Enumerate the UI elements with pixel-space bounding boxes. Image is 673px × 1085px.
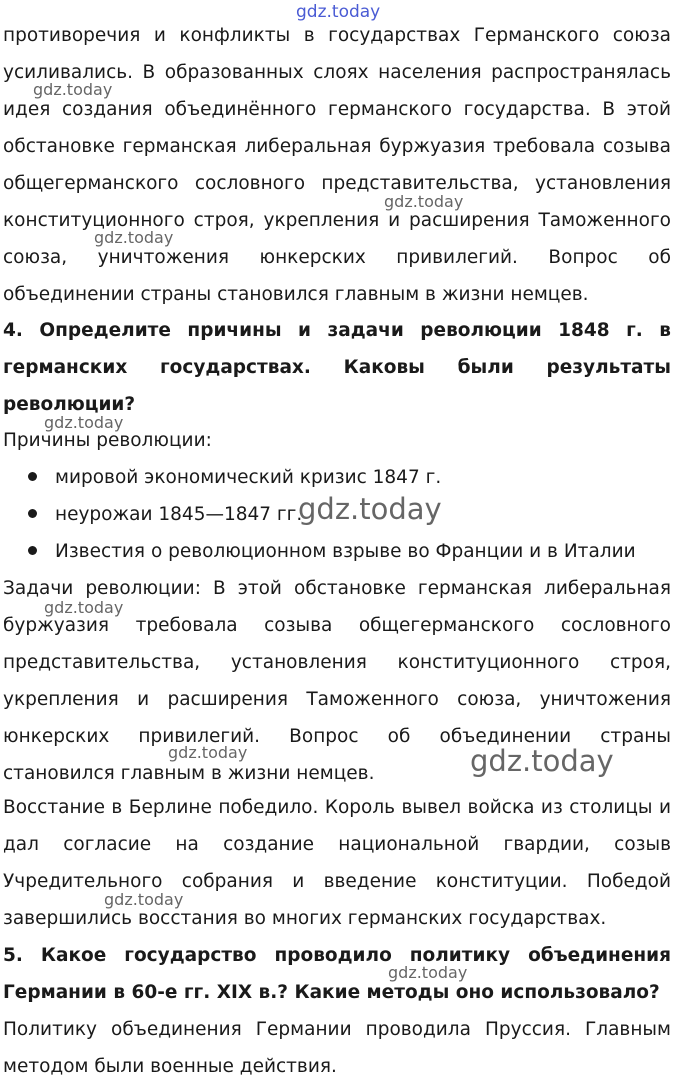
watermark: gdz.today: [470, 744, 614, 778]
question-4-heading: 4. Определите причины и задачи революции 1848 г. в германских государствах. Каковы были результаты революции?: [3, 320, 671, 415]
watermark: gdz.today: [388, 963, 468, 982]
answer-5-paragraph: Политику объединения Германии проводила Пруссия. Главным методом были военные действия.: [3, 1019, 671, 1077]
watermark: gdz.today: [296, 2, 381, 22]
watermark: gdz.today: [94, 228, 174, 247]
question-5-heading: 5. Какое государство проводило политику объединения Германии в 60-е гг. XIX в.? Какие методы оно использовало?: [3, 945, 671, 1003]
watermark: gdz.today: [44, 598, 124, 617]
bullet-icon: [28, 509, 37, 518]
watermark: gdz.today: [44, 413, 124, 432]
results-paragraph: Восстание в Берлине победило. Король вывел войска из столицы и дал согласие на создание национальной гвардии, созыв Учредительного собрания и введение конституции. Победой завершились восстания во многих германских государствах.: [3, 797, 671, 929]
cause-item: мировой экономический кризис 1847 г.: [28, 459, 441, 496]
watermark: gdz.today: [384, 192, 464, 211]
watermark: gdz.today: [104, 890, 184, 909]
tasks-paragraph: Задачи революции: В этой обстановке германская либеральная буржуазия требовала созыва общегерманского сословного представительства, установления конституционного строя, укрепления и расширения Таможенного союза, уничтожения юнкерских привилегий. Вопрос об объединении страны становился главным в жизни немцев.: [3, 578, 671, 784]
bullet-icon: [28, 472, 37, 481]
bullet-icon: [28, 546, 37, 555]
cause-item: неурожаи 1845—1847 гг.: [28, 496, 302, 533]
cause-item: Известия о революционном взрыве во Франции и в Италии: [28, 533, 636, 570]
paragraph-unification-context: противоречия и конфликты в государствах Германского союза усиливались. В образованных слоях населения распространялась идея создания объединённого германского государства. В этой обстановке германская либеральная буржуазия требовала созыва общегерманского сословного представительства, установления конституционного строя, укрепления и расширения Таможенного союза, уничтожения юнкерских привилегий. Вопрос об объединении страны становился главным в жизни немцев.: [3, 25, 671, 305]
watermark: gdz.today: [298, 492, 442, 526]
causes-label: Причины революции:: [3, 430, 212, 451]
watermark: gdz.today: [168, 743, 248, 762]
watermark: gdz.today: [33, 80, 113, 99]
